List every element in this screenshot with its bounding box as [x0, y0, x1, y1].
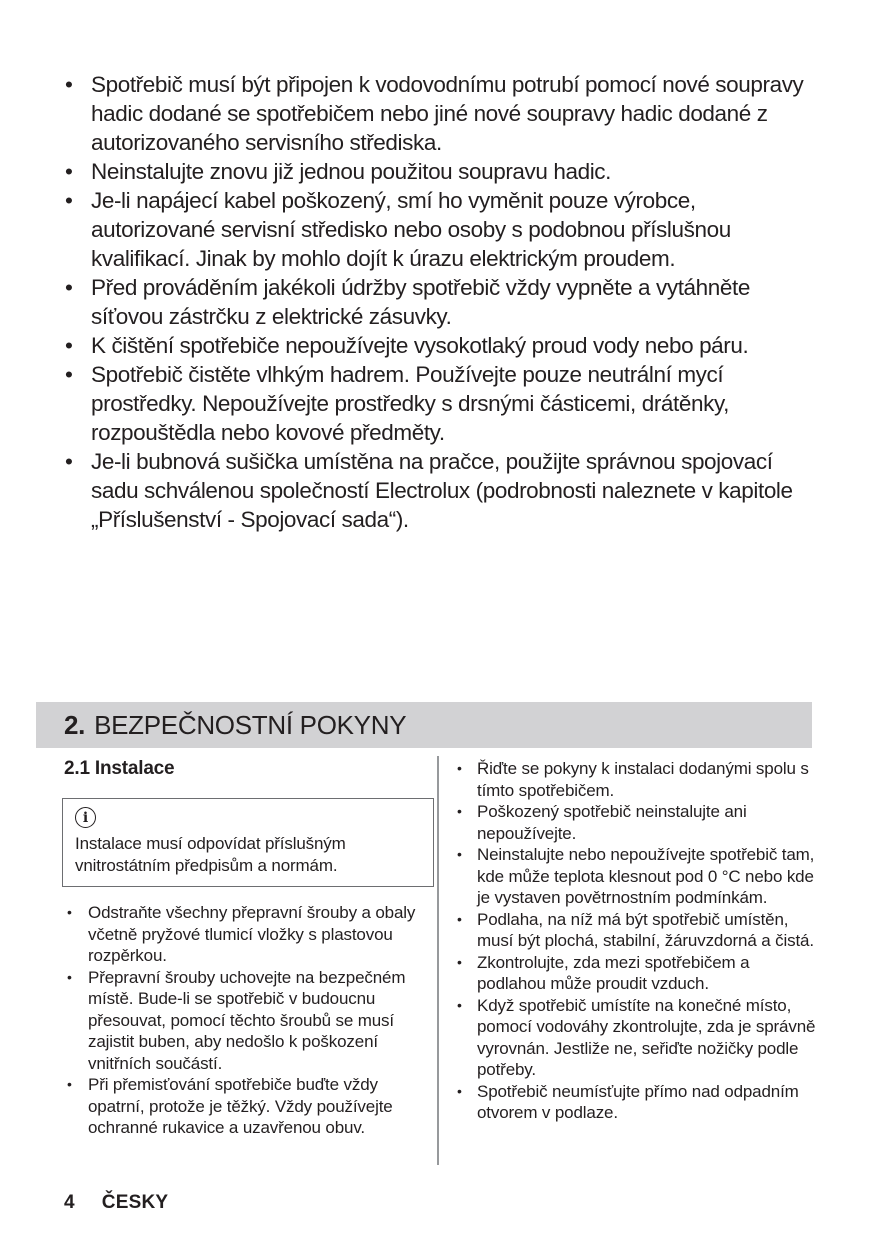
left-column	[64, 758, 436, 1139]
list-item-text: Je-li napájecí kabel poškozený, smí ho vyměnit pouze výrobce, autorizované servisní středisko nebo osoby s podobnou příslušnou kvalifikací. Jinak by mohlo dojít k úrazu elektrickým proudem.	[91, 188, 731, 271]
bullet-icon: •	[65, 362, 73, 387]
list-item	[64, 967, 436, 1075]
page-number: 4	[64, 1192, 75, 1213]
list-item	[456, 844, 819, 909]
list-item-text: Spotřebič musí být připojen k vodovodnímu potrubí pomocí nové soupravy hadic dodané se spotřebičem nebo jiné nové soupravy hadic dodané z autorizovaného servisního střediska.	[91, 72, 804, 155]
list-item-text: Při přemisťování spotřebiče buďte vždy opatrní, protože je těžký. Vždy používejte ochranné rukavice a uzavřenou obuv.	[88, 1075, 393, 1137]
list-item	[64, 331, 822, 360]
bullet-icon: •	[67, 904, 72, 920]
installation-list-left	[64, 902, 436, 1139]
bullet-icon: •	[457, 953, 462, 970]
installation-list-right	[456, 758, 819, 1124]
bullet-icon: •	[457, 846, 462, 862]
list-item	[456, 801, 819, 844]
list-item	[64, 157, 822, 186]
list-item-text: Podlaha, na níž má být spotřebič umístěn, musí být plochá, stabilní, žáruvzdorná a čistá.	[477, 909, 814, 950]
subsection-heading: 2.1 Instalace	[64, 758, 175, 779]
safety-warning-list	[64, 70, 822, 534]
bullet-icon: •	[65, 72, 73, 97]
list-item	[64, 186, 822, 273]
list-item-text: Neinstalujte znovu již jednou použitou soupravu hadic.	[91, 159, 611, 184]
list-item-text: Zkontrolujte, zda mezi spotřebičem a podlahou může proudit vzduch.	[477, 952, 750, 993]
bullet-icon: •	[457, 910, 462, 927]
list-item-text: Spotřebič neumísťujte přímo nad odpadním otvorem v podlaze.	[477, 1081, 799, 1122]
list-item-text: Řiďte se pokyny k instalaci dodanými spolu s tímto spotřebičem.	[477, 759, 809, 800]
list-item-text: Odstraňte všechny přepravní šrouby a obaly včetně pryžové tlumicí vložky s plastovou rozpěrkou.	[88, 903, 416, 965]
bullet-icon: •	[457, 803, 462, 819]
column-divider	[437, 756, 439, 1165]
bullet-icon: •	[457, 760, 462, 776]
list-item	[64, 273, 822, 331]
list-item-text: Před prováděním jakékoli údržby spotřebič vždy vypněte a vytáhněte síťovou zástrčku z elektrické zásuvky.	[91, 275, 750, 329]
bullet-icon: •	[65, 188, 73, 213]
list-item-text: Neinstalujte nebo nepoužívejte spotřebič tam, kde může teplota klesnout pod 0 °C nebo kde je vystaven povětrnostním podmínkám.	[477, 845, 815, 907]
bullet-icon: •	[67, 968, 72, 985]
section-number: 2.	[64, 709, 86, 740]
list-item-text: Poškozený spotřebič neinstalujte ani nepoužívejte.	[477, 802, 747, 843]
bullet-icon: •	[457, 1082, 462, 1099]
list-item-text: Spotřebič čistěte vlhkým hadrem. Používejte pouze neutrální mycí prostředky. Nepoužívejte prostředky s drsnými částicemi, drátěnky, rozpouštědla nebo kovové předměty.	[91, 362, 730, 445]
bullet-icon: •	[67, 1076, 72, 1092]
footer-language: ČESKY	[101, 1192, 169, 1213]
section-title: BEZPEČNOSTNÍ POKYNY	[94, 709, 407, 740]
bullet-icon: •	[65, 159, 73, 184]
bullet-icon: •	[457, 996, 462, 1013]
info-note-box	[62, 798, 434, 888]
right-column	[456, 758, 819, 1124]
list-item-text: K čištění spotřebiče nepoužívejte vysokotlaký proud vody nebo páru.	[91, 333, 749, 358]
list-item	[64, 360, 822, 447]
list-item	[64, 902, 436, 967]
list-item	[64, 70, 822, 157]
bullet-icon: •	[65, 275, 73, 300]
list-item	[456, 995, 819, 1081]
list-item	[64, 1074, 436, 1139]
list-item	[64, 447, 822, 534]
page-footer	[64, 1192, 168, 1214]
bullet-icon: •	[65, 449, 73, 474]
list-item	[456, 1081, 819, 1124]
bullet-icon: •	[65, 333, 73, 358]
list-item	[456, 952, 819, 995]
list-item	[456, 758, 819, 801]
list-item-text: Když spotřebič umístíte na konečné místo, pomocí vodováhy zkontrolujte, zda je správně vyrovnán. Jestliže ne, seřiďte nožičky podle potřeby.	[477, 995, 816, 1079]
info-icon: i	[75, 807, 96, 828]
info-note-text: Instalace musí odpovídat příslušným vnitrostátním předpisům a normám.	[75, 834, 346, 875]
list-item-text: Přepravní šrouby uchovejte na bezpečném místě. Bude-li se spotřebič v budoucnu přesouvat, pomocí těchto šroubů se musí zajistit buben, aby nedošlo k poškození vnitřních součástí.	[88, 967, 406, 1073]
list-item-text: Je-li bubnová sušička umístěna na pračce, použijte správnou spojovací sadu schválenou společností Electrolux (podrobnosti naleznete v kapitole „Příslušenství - Spojovací sada“).	[91, 449, 793, 532]
list-item	[456, 909, 819, 952]
section-header	[36, 702, 812, 748]
